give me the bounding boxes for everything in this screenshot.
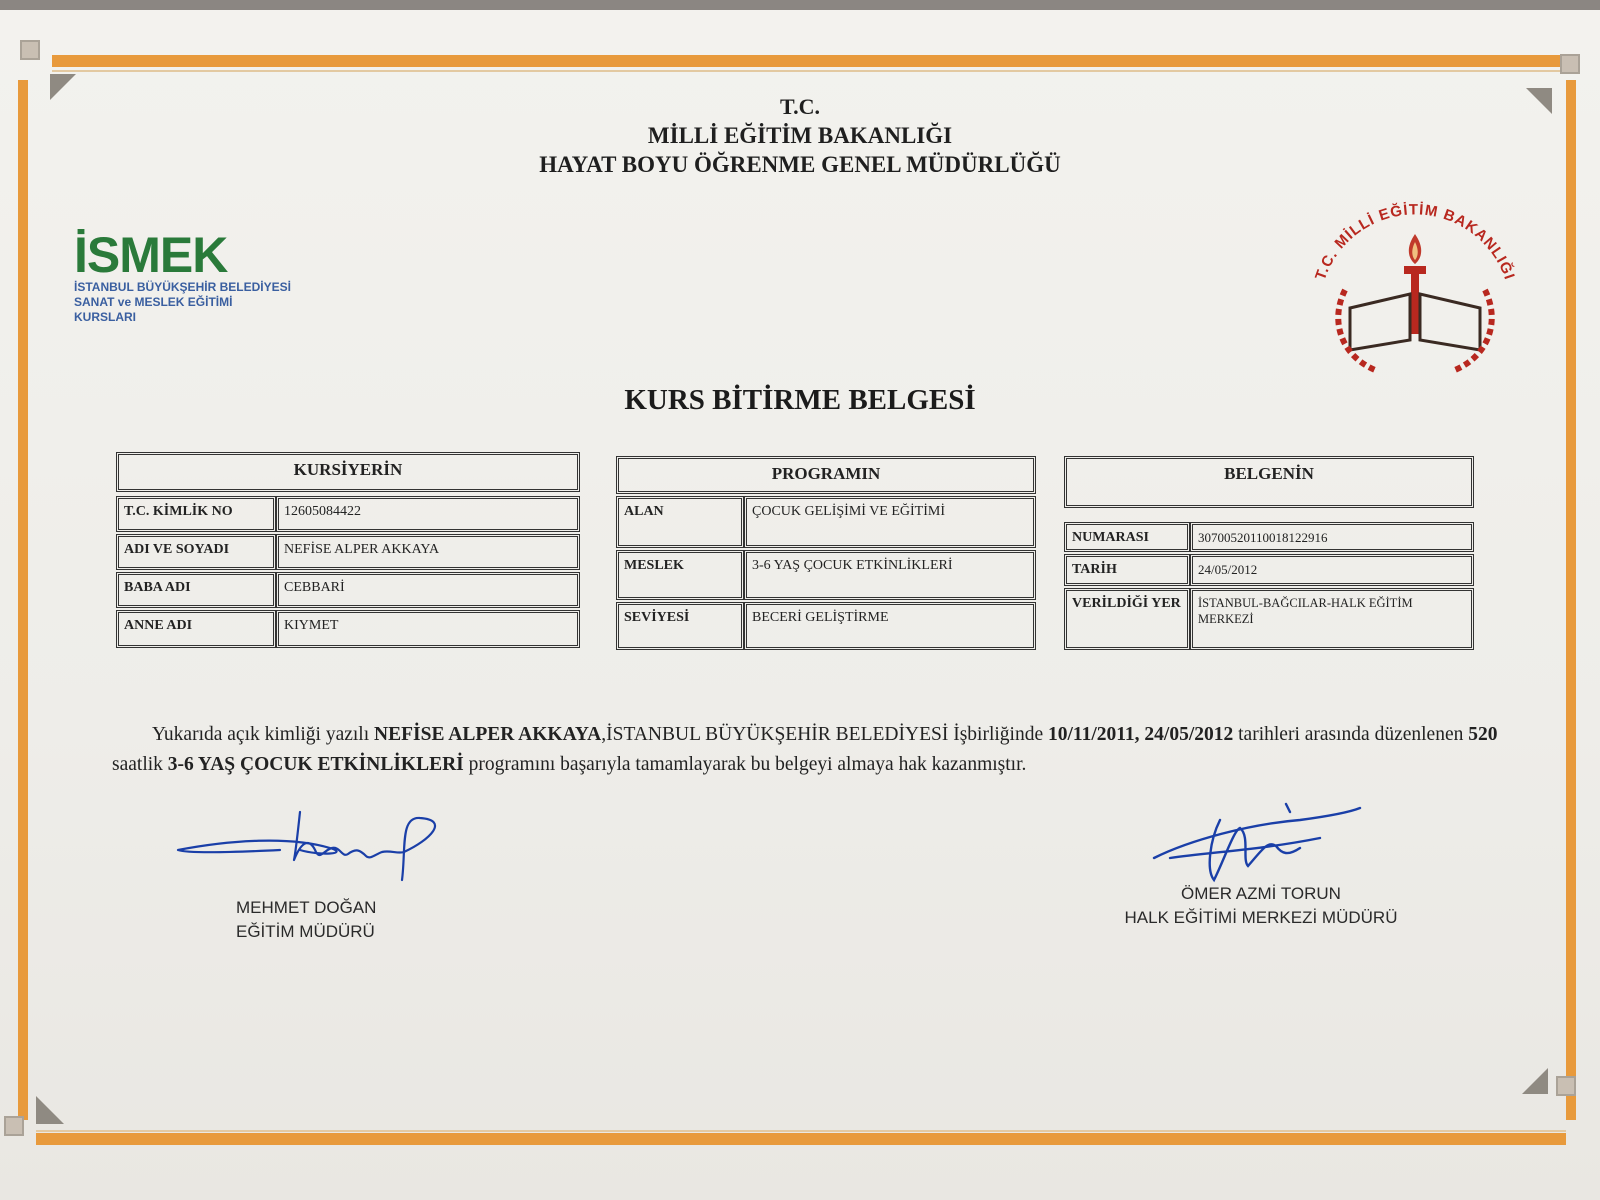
statement-hours: 520 bbox=[1468, 724, 1498, 745]
baba-adi-value: CEBBARİ bbox=[276, 572, 580, 608]
adi-soyadi-label: ADI VE SOYADI bbox=[116, 534, 276, 570]
adi-soyadi-value: NEFİSE ALPER AKKAYA bbox=[276, 534, 580, 570]
baba-adi-label: BABA ADI bbox=[116, 572, 276, 608]
seviyesi-label: SEVİYESİ bbox=[616, 602, 744, 650]
meslek-label: MESLEK bbox=[616, 550, 744, 600]
corner-ornament-br bbox=[1556, 1076, 1576, 1096]
statement-text-4: saatlik bbox=[112, 754, 168, 775]
right-signatory-name: ÖMER AZMİ TORUN bbox=[1181, 884, 1341, 903]
certificate-paper bbox=[0, 10, 1600, 1200]
verildigi-yer-value: İSTANBUL-BAĞCILAR-HALK EĞİTİM MERKEZİ bbox=[1190, 588, 1474, 650]
alan-label: ALAN bbox=[616, 496, 744, 548]
anne-adi-label: ANNE ADI bbox=[116, 610, 276, 648]
belgenin-heading: BELGENİN bbox=[1064, 456, 1474, 508]
meslek-value: 3-6 YAŞ ÇOCUK ETKİNLİKLERİ bbox=[744, 550, 1036, 600]
header-tc: T.C. bbox=[780, 94, 820, 119]
inner-line-top bbox=[52, 70, 1570, 72]
corner-ornament-tl bbox=[20, 40, 40, 60]
statement-program: 3-6 YAŞ ÇOCUK ETKİNLİKLERİ bbox=[167, 754, 464, 775]
left-signatory-title: EĞİTİM MÜDÜRÜ bbox=[236, 922, 375, 941]
corner-triangle-br bbox=[1522, 1068, 1548, 1094]
orange-border-right bbox=[1566, 80, 1576, 1120]
header-ministry: MİLLİ EĞİTİM BAKANLIĞI bbox=[647, 123, 953, 148]
ismek-logo-subtitle-1: İSTANBUL BÜYÜKŞEHİR BELEDİYESİ bbox=[74, 280, 291, 294]
ismek-logo-subtitle-2: SANAT ve MESLEK EĞİTİMİ KURSLARI bbox=[74, 295, 233, 324]
orange-border-bottom bbox=[36, 1133, 1566, 1145]
numarasi-value: 30700520110018122916 bbox=[1190, 522, 1474, 552]
statement-dates: 10/11/2011, 24/05/2012 bbox=[1047, 724, 1234, 745]
anne-adi-value: KIYMET bbox=[276, 610, 580, 648]
header-directorate: HAYAT BOYU ÖĞRENME GENEL MÜDÜRLÜĞÜ bbox=[539, 152, 1061, 177]
statement-text-3: tarihleri arasında düzenlenen bbox=[1233, 724, 1469, 745]
statement-text-1: Yukarıda açık kimliği yazılı bbox=[152, 724, 375, 745]
kursiyerin-heading: KURSİYERİN bbox=[116, 452, 580, 492]
document-title: KURS BİTİRME BELGESİ bbox=[624, 384, 976, 416]
corner-ornament-bl bbox=[4, 1116, 24, 1136]
tarih-label: TARİH bbox=[1064, 554, 1190, 586]
right-signatory bbox=[1108, 882, 1414, 930]
statement-name: NEFİSE ALPER AKKAYA bbox=[374, 724, 602, 745]
kimlik-no-value: 12605084422 bbox=[276, 496, 580, 532]
left-signature bbox=[170, 810, 470, 900]
certificate-statement bbox=[112, 720, 1552, 780]
statement-text-2: ,İSTANBUL BÜYÜKŞEHİR BELEDİYESİ İşbirliğinde bbox=[601, 724, 1048, 745]
ismek-logo-word: İSMEK bbox=[74, 227, 228, 283]
right-signatory-title: HALK EĞİTİMİ MERKEZİ MÜDÜRÜ bbox=[1124, 908, 1398, 927]
left-signatory-name: MEHMET DOĞAN bbox=[236, 898, 377, 917]
kimlik-no-label: T.C. KİMLİK NO bbox=[116, 496, 276, 532]
programin-heading: PROGRAMIN bbox=[616, 456, 1036, 494]
seal-arc-text: T.C. MİLLİ EĞİTİM BAKANLIĞI bbox=[1312, 201, 1519, 283]
orange-border-top bbox=[52, 55, 1570, 67]
statement-text-5: programını başarıyla tamamlayarak bu belgeyi almaya hak kazanmıştır. bbox=[463, 754, 1027, 775]
orange-border-left bbox=[18, 80, 28, 1120]
corner-ornament-tr bbox=[1560, 54, 1580, 74]
tarih-value: 24/05/2012 bbox=[1190, 554, 1474, 586]
inner-line-bottom bbox=[36, 1130, 1566, 1132]
corner-triangle-bl bbox=[36, 1096, 64, 1124]
ismek-logo bbox=[74, 227, 294, 325]
ministry-seal-logo bbox=[1300, 190, 1530, 390]
left-signatory bbox=[236, 896, 376, 944]
seviyesi-value: BECERİ GELİŞTİRME bbox=[744, 602, 1036, 650]
alan-value: ÇOCUK GELİŞİMİ VE EĞİTİMİ bbox=[744, 496, 1036, 548]
numarasi-label: NUMARASI bbox=[1064, 522, 1190, 552]
verildigi-yer-label: VERİLDİĞİ YER bbox=[1064, 588, 1190, 650]
